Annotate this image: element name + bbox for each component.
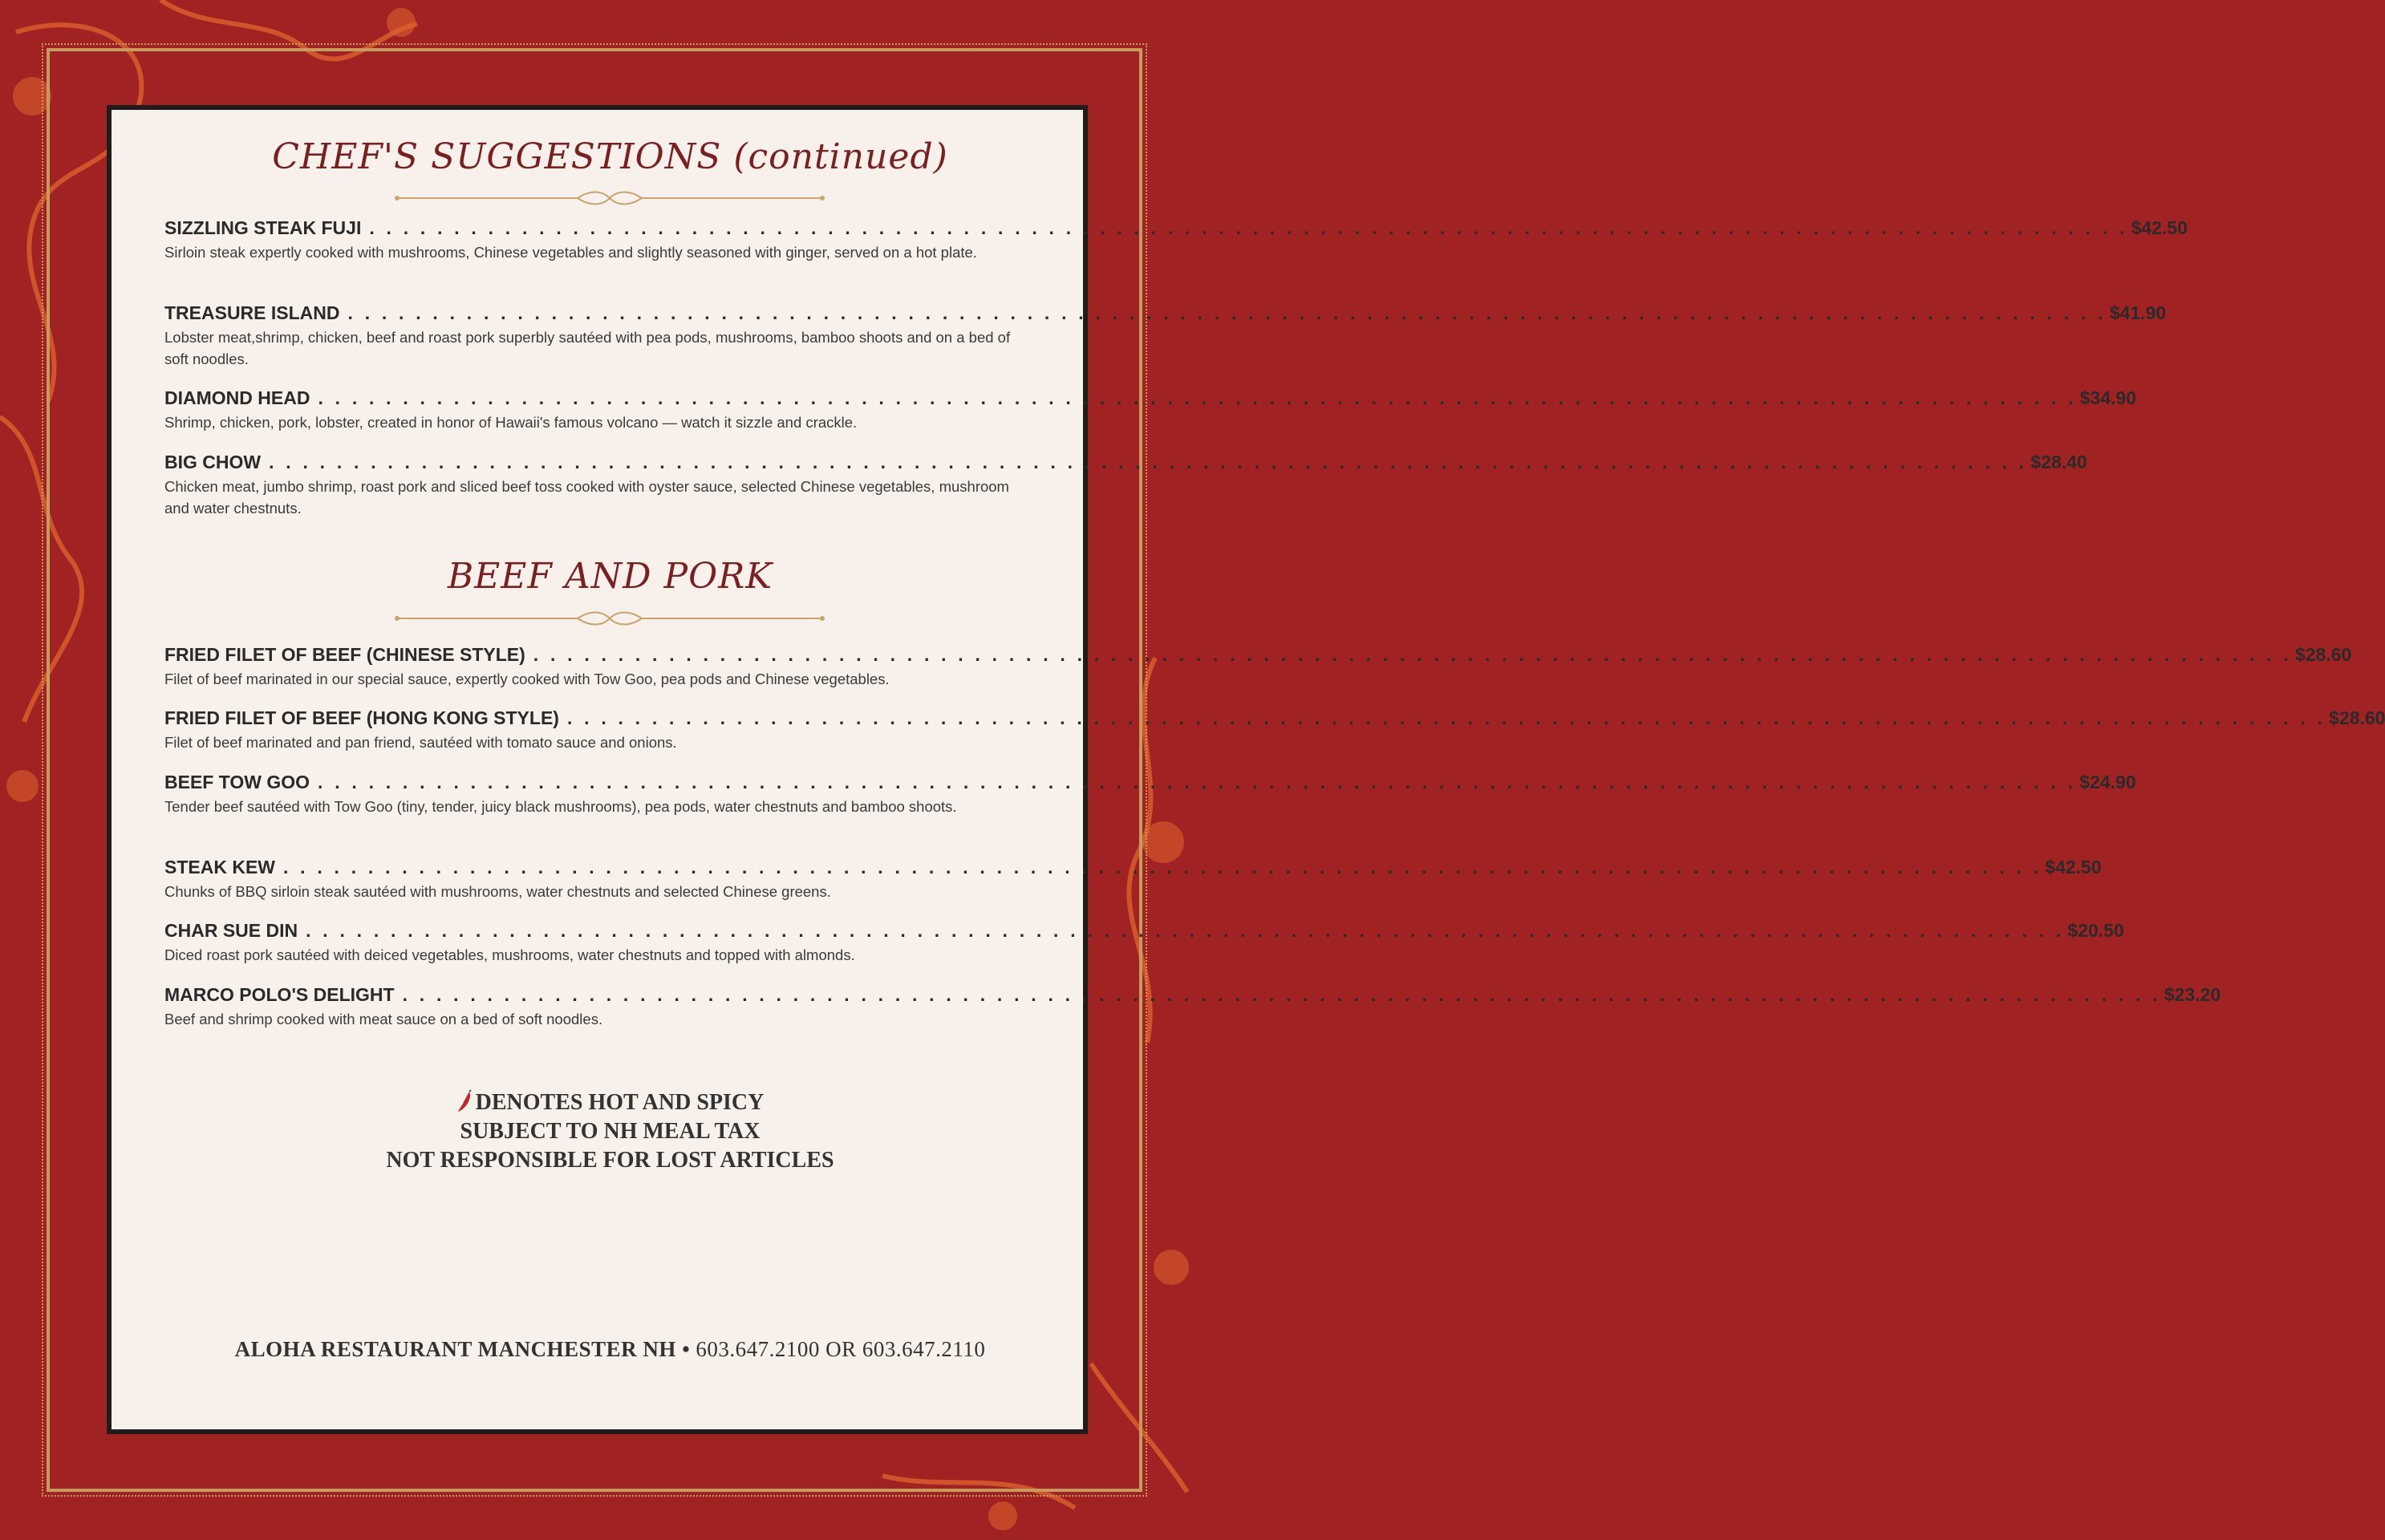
item-price: $24.90 [2079, 772, 2136, 792]
menu-item [164, 770, 2136, 817]
item-name: FRIED FILET OF BEEF (HONG KONG STYLE) [164, 707, 559, 728]
section-title-chefs-suggestions: CHEF'S SUGGESTIONS (continued) [272, 136, 948, 177]
item-description: Filet of beef marinated and pan friend, sautéed with tomato sauce and onions. [164, 734, 677, 751]
item-description: Chunks of BBQ sirloin steak sautéed with mushrooms, water chestnuts and selected Chinese greens. [164, 883, 831, 900]
note-spicy-text: DENOTES HOT AND SPICY [475, 1090, 765, 1115]
item-description: Tender beef sautéed with Tow Goo (tiny, tender, juicy black mushrooms), pea pods, water chestnuts and bamboo shoots. [164, 798, 957, 815]
item-name: CHAR SUE DIN [164, 920, 298, 941]
ornament-divider [393, 610, 826, 626]
menu-item [164, 386, 2136, 433]
item-price: $28.40 [2030, 452, 2087, 472]
item-description: Chicken meat, jumbo shrimp, roast pork and sliced beef toss cooked with oyster sauce, selected Chinese vegetables, mushroom and water chestnuts. [164, 478, 1009, 517]
item-price: $28.60 [2329, 707, 2385, 728]
item-name: DIAMOND HEAD [164, 387, 310, 408]
restaurant-phones: 603.647.2100 OR 603.647.2110 [696, 1337, 986, 1361]
dot-leader: . . . . . . . . . . . . . . . . . . . . . . . . . . . . . . . . . . . . . . . . . . . . . . . . . . . . . . . . . . . . . . . . . . . . . . . . . . . . . . . . . . . . . . . . . . . . . . . . . . . . . . . . [318, 772, 2077, 792]
menu-item [164, 983, 2221, 1030]
item-description: Shrimp, chicken, pork, lobster, created in honor of Hawaii's famous volcano — watch it sizzle and crackle. [164, 414, 858, 431]
menu-item [164, 301, 2167, 370]
item-price: $42.50 [2131, 217, 2188, 238]
dot-leader: . . . . . . . . . . . . . . . . . . . . . . . . . . . . . . . . . . . . . . . . . . . . . . . . . . . . . . . . . . . . . . . . . . . . . . . . . . . . . . . . . . . . . . . . . . . . . . . . . . . . . . . . [269, 452, 2028, 472]
item-price: $41.90 [2109, 302, 2167, 323]
item-description: Lobster meat,shrimp, chicken, beef and roast pork superbly sautéed with pea pods, mushrooms, bamboo shoots and on a bed of soft noodles. [164, 329, 1011, 367]
item-price: $23.20 [2164, 984, 2221, 1005]
menu-item [164, 855, 2102, 902]
ornament-divider [393, 190, 826, 206]
footer-separator: • [682, 1337, 691, 1361]
restaurant-name: ALOHA RESTAURANT MANCHESTER NH [234, 1337, 676, 1361]
dot-leader: . . . . . . . . . . . . . . . . . . . . . . . . . . . . . . . . . . . . . . . . . . . . . . . . . . . . . . . . . . . . . . . . . . . . . . . . . . . . . . . . . . . . . . . . . . . . . . . . . . . . . . . . [318, 387, 2077, 408]
dot-leader: . . . . . . . . . . . . . . . . . . . . . . . . . . . . . . . . . . . . . . . . . . . . . . . . . . . . . . . . . . . . . . . . . . . . . . . . . . . . . . . . . . . . . . . . . . . . . . . . . . . . . . . . [369, 217, 2128, 238]
item-price: $20.50 [2067, 920, 2124, 941]
menu-item [164, 642, 2352, 690]
dot-leader: . . . . . . . . . . . . . . . . . . . . . . . . . . . . . . . . . . . . . . . . . . . . . . . . . . . . . . . . . . . . . . . . . . . . . . . . . . . . . . . . . . . . . . . . . . . . . . . . . . . . . . . . [283, 857, 2042, 877]
item-price: $34.90 [2079, 387, 2136, 408]
chili-pepper-icon [456, 1090, 473, 1112]
dot-leader: . . . . . . . . . . . . . . . . . . . . . . . . . . . . . . . . . . . . . . . . . . . . . . . . . . . . . . . . . . . . . . . . . . . . . . . . . . . . . . . . . . . . . . . . . . . . . . . . . . . . . . . . [402, 984, 2161, 1005]
item-price: $42.50 [2045, 857, 2102, 877]
item-name: SIZZLING STEAK FUJI [164, 217, 362, 238]
menu-item [164, 706, 2385, 753]
menu-item [164, 918, 2124, 966]
item-description: Sirloin steak expertly cooked with mushrooms, Chinese vegetables and slightly seasoned with ginger, served on a hot plate. [164, 244, 977, 261]
section-title-beef-and-pork: BEEF AND PORK [447, 556, 773, 597]
restaurant-footer [164, 1337, 1056, 1362]
menu-card [107, 105, 2385, 1434]
item-description: Diced roast pork sautéed with deiced vegetables, mushrooms, water chestnuts and topped with almonds. [164, 946, 855, 963]
item-name: FRIED FILET OF BEEF (CHINESE STYLE) [164, 644, 525, 665]
dot-leader: . . . . . . . . . . . . . . . . . . . . . . . . . . . . . . . . . . . . . . . . . . . . . . . . . . . . . . . . . . . . . . . . . . . . . . . . . . . . . . . . . . . . . . . . . . . . . . . . . . . . . . . . [566, 707, 2326, 728]
dot-leader: . . . . . . . . . . . . . . . . . . . . . . . . . . . . . . . . . . . . . . . . . . . . . . . . . . . . . . . . . . . . . . . . . . . . . . . . . . . . . . . . . . . . . . . . . . . . . . . . . . . . . . . . [347, 302, 2107, 323]
menu-notes [164, 1088, 1056, 1175]
item-name: STEAK KEW [164, 857, 275, 877]
item-name: TREASURE ISLAND [164, 302, 340, 323]
item-name: MARCO POLO'S DELIGHT [164, 984, 395, 1005]
item-price: $28.60 [2294, 644, 2352, 665]
note-meal-tax: SUBJECT TO NH MEAL TAX [460, 1119, 761, 1144]
note-hot-and-spicy [164, 1088, 1056, 1117]
dot-leader: . . . . . . . . . . . . . . . . . . . . . . . . . . . . . . . . . . . . . . . . . . . . . . . . . . . . . . . . . . . . . . . . . . . . . . . . . . . . . . . . . . . . . . . . . . . . . . . . . . . . . . . . [306, 920, 2065, 941]
item-description: Beef and shrimp cooked with meat sauce on a bed of soft noodles. [164, 1011, 603, 1027]
menu-item [164, 216, 2188, 263]
note-lost-articles: NOT RESPONSIBLE FOR LOST ARTICLES [386, 1148, 834, 1173]
menu-item [164, 450, 2087, 519]
dot-leader: . . . . . . . . . . . . . . . . . . . . . . . . . . . . . . . . . . . . . . . . . . . . . . . . . . . . . . . . . . . . . . . . . . . . . . . . . . . . . . . . . . . . . . . . . . . . . . . . . . . . . . . . [533, 644, 2292, 665]
item-name: BEEF TOW GOO [164, 772, 310, 792]
item-name: BIG CHOW [164, 452, 262, 472]
item-description: Filet of beef marinated in our special sauce, expertly cooked with Tow Goo, pea pods and Chinese vegetables. [164, 671, 890, 687]
